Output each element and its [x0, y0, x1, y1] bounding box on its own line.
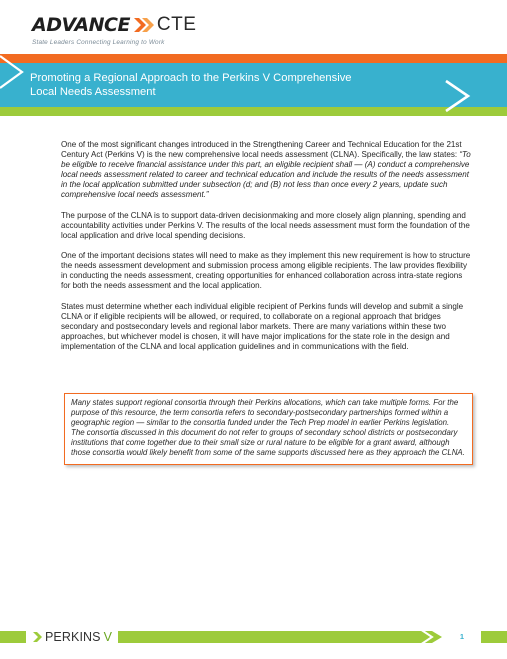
chevron-right-icon	[0, 50, 26, 94]
footer-green-bar-mid	[118, 631, 414, 643]
paragraph-4: States must determine whether each individual eligible recipient of Perkins funds will develop and submit a single CLNA or if eligible recipients will be allowed, or required, to collaborate on a regional approach that bridges secondary and postsecondary levels and regional labor markets. There are many variations within these two approaches, but whichever model is chosen, it will have major implications for the state role in the design and implementation of the CLNA and local application guidelines and in communications with the field.	[61, 301, 464, 351]
paragraph-1-text: One of the most significant changes introduced in the Strengthening Career and Technical Education for the 21st Century Act (Perkins V) is the new comprehensive local needs assessment (CLNA). Specifically, the law states:	[61, 140, 462, 159]
perkins-v-logo	[33, 629, 112, 645]
paragraph-1	[61, 140, 473, 200]
logo-advance-text: ADVANCE	[32, 14, 130, 36]
consortia-callout-box	[64, 393, 473, 465]
logo-tagline: State Leaders Connecting Learning to Work	[32, 39, 165, 46]
paragraph-2: The purpose of the CLNA is to support data-driven decisionmaking and more closely align planning, spending and accountability activities under Perkins V. The results of the local needs assessment must form the foundation of the local application and drive local spending decisions.	[61, 210, 470, 240]
page-title-line-2: Local Needs Assessment	[30, 85, 156, 98]
page-number: 1	[459, 632, 465, 641]
chevron-right-icon	[442, 78, 472, 114]
title-band	[0, 63, 507, 107]
footer-perkins-text: PERKINS	[45, 630, 101, 644]
footer	[0, 628, 507, 646]
logo-wordmark	[32, 14, 196, 36]
logo-cte-text: CTE	[156, 14, 197, 35]
page-title-line-1: Promoting a Regional Approach to the Perkins V Comprehensive	[30, 72, 352, 84]
law-quote: “To be eligible to receive financial assistance under this part, an eligible recipient shall — (A) conduct a comprehensive local needs assessment related to career and technical education and include the results of the needs assessment in the local application submitted under subsection (d; and (B) not less than once every 2 years, update such comprehensive local needs assessment.”	[61, 150, 471, 199]
green-strip	[0, 107, 507, 116]
footer-v-text: V	[103, 630, 112, 644]
advance-cte-logo	[32, 14, 196, 46]
page-title	[30, 72, 430, 99]
double-chevron-icon	[133, 16, 155, 34]
orange-strip	[0, 54, 507, 63]
chevron-right-icon	[414, 628, 444, 646]
callout-text: Many states support regional consortia through their Perkins allocations, which can take multiple forms. For the purpose of this resource, the term consortia refers to secondary-postsecondary partnerships formed within a geographic region — similar to the consortia funded under the Tech Prep model in earlier Perkins legislation. The consortia discussed in this document do not refer to groups of secondary school districts or postsecondary institutions that come together due to their small size or rural nature to be eligible for a grant award, although those consortia would likely benefit from some of the same supports discussed here as they approach the CLNA.	[71, 398, 465, 457]
footer-green-bar-left	[0, 631, 26, 643]
main-content	[61, 140, 473, 362]
footer-green-bar-right	[481, 631, 507, 643]
chevron-right-icon	[33, 631, 43, 643]
paragraph-3: One of the important decisions states will need to make as they implement this new requirement is how to structure the needs assessment development and submission process among eligible recipients. The law provides flexibility in conducting the needs assessment, creating opportunities for enhanced collaboration across intra-state regions for both the needs assessment and the local application.	[61, 251, 471, 290]
